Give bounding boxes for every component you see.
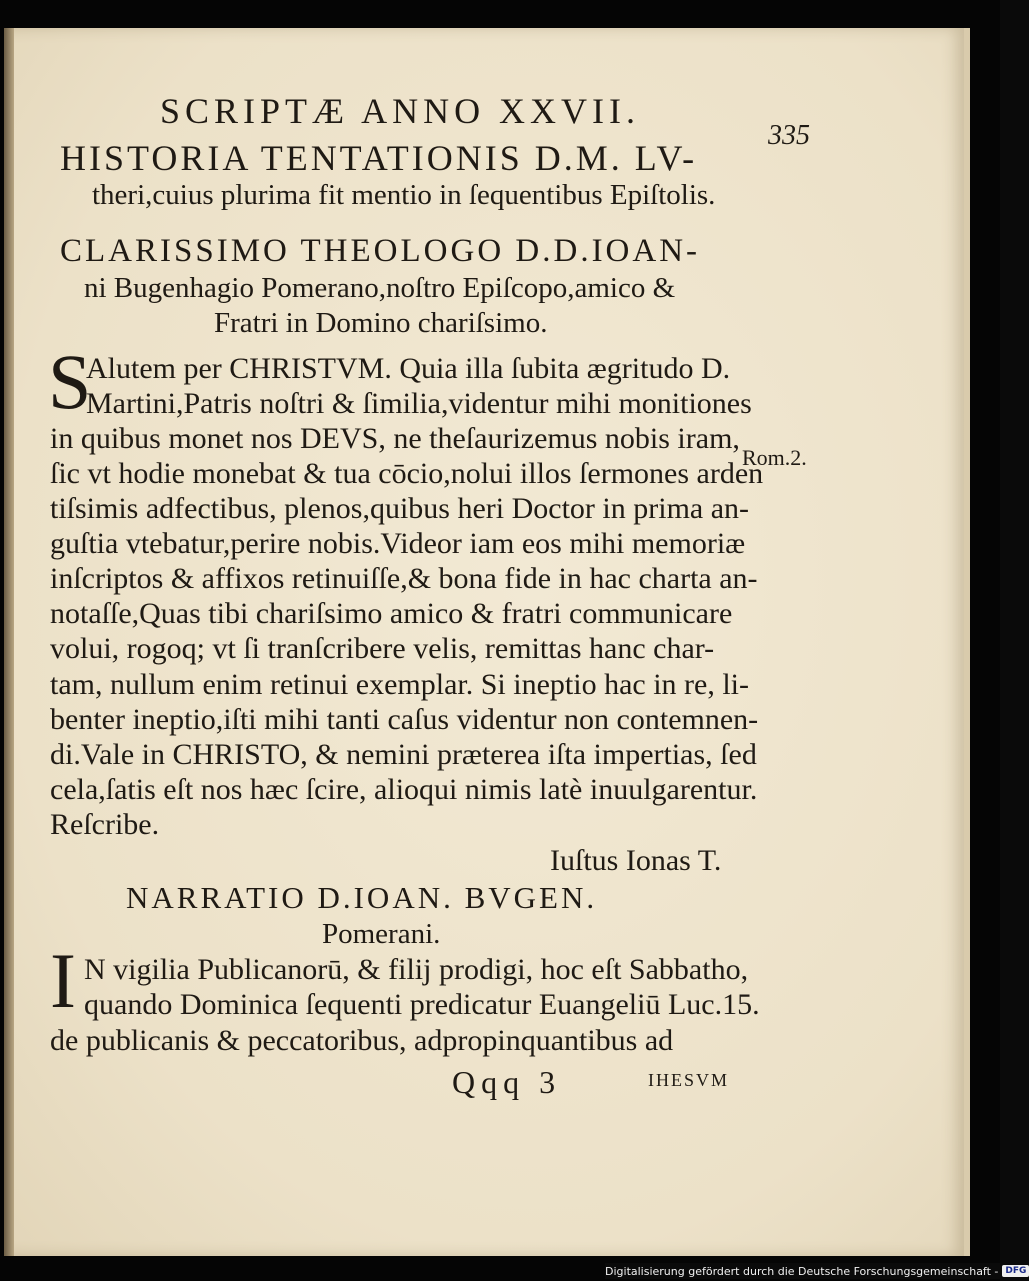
letter-line: Alutem per CHRISTVM. Quia illa ſubita ægritudo D. (86, 352, 731, 385)
letter-line: inſcriptos & affixos retinuiſſe,& bona fide in hac charta an- (50, 562, 758, 595)
letter-line: in quibus monet nos DEVS, ne theſaurizemus nobis iram, (50, 422, 740, 455)
margin-note: Rom.2. (742, 445, 807, 470)
title-line-2: theri,cuius plurima fit mentio in ſequentibus Epiſtolis. (92, 179, 716, 211)
address-line-2: ni Bugenhagio Pomerano,noſtro Epiſcopo,amico & (84, 272, 676, 304)
dfg-logo: DFG (1002, 1265, 1029, 1277)
letter-line: guſtia vtebatur,perire nobis.Videor iam eos mihi memoriæ (50, 527, 746, 560)
footer-text: Digitalisierung gefördert durch die Deutsche Forschungsgemeinschaft - (605, 1264, 999, 1278)
catchword: IHESVM (648, 1070, 730, 1090)
letter-line: benter ineptio,iſti mihi tanti caſus videntur non contemnen- (50, 703, 759, 736)
letter-line: di.Vale in CHRISTO, & nemini præterea iſta impertias, ſed (50, 738, 757, 771)
letter-line: notaſſe,Quas tibi chariſsimo amico & fratri communicare (50, 597, 733, 630)
narratio-line: N vigilia Publicanorū, & filij prodigi, hoc eſt Sabbatho, (84, 953, 749, 986)
letter-line: cela,ſatis eſt nos hæc ſcire, alioqui nimis latè inuulgarentur. (50, 773, 758, 806)
address-line-1: CLARISSIMO THEOLOGO D.D.IOAN- (60, 233, 701, 269)
letter-line: ſic vt hodie monebat & tua cōcio,nolui illos ſermones arden (50, 457, 764, 490)
title-line-1: HISTORIA TENTATIONIS D.M. LV- (60, 138, 698, 178)
narratio-line: quando Dominica ſequenti predicatur Euangeliū Luc.15. (84, 988, 760, 1021)
digitization-footer (605, 1263, 1029, 1279)
running-title: SCRIPTÆ ANNO XXVII. (160, 91, 641, 131)
narratio-subheading: Pomerani. (322, 918, 441, 950)
letter-line: Reſcribe. (50, 808, 160, 841)
letter-line: Martini,Patris noſtri & ſimilia,videntur mihi monitiones (86, 387, 752, 420)
page-binding-edge (4, 28, 14, 1256)
signature: Iuſtus Ionas T. (550, 844, 722, 877)
narratio-line: de publicanis & peccatoribus, adpropinquantibus ad (50, 1024, 674, 1057)
letter-dropcap: S (48, 338, 92, 425)
address-line-3: Fratri in Domino chariſsimo. (214, 307, 548, 339)
letter-line: tam, nullum enim retinui exemplar. Si ineptio hac in re, li- (50, 668, 750, 701)
letter-line: tiſsimis adfectibus, plenos,quibus heri Doctor in prima an- (50, 492, 750, 525)
signature-mark: Qqq 3 (452, 1064, 562, 1100)
narratio-dropcap: I (50, 937, 76, 1024)
letter-line: volui, rogoq; vt ſi tranſcribere velis, remittas hanc char- (50, 632, 715, 665)
narratio-heading: NARRATIO D.IOAN. BVGEN. (126, 880, 598, 915)
page-number: 335 (768, 120, 810, 151)
